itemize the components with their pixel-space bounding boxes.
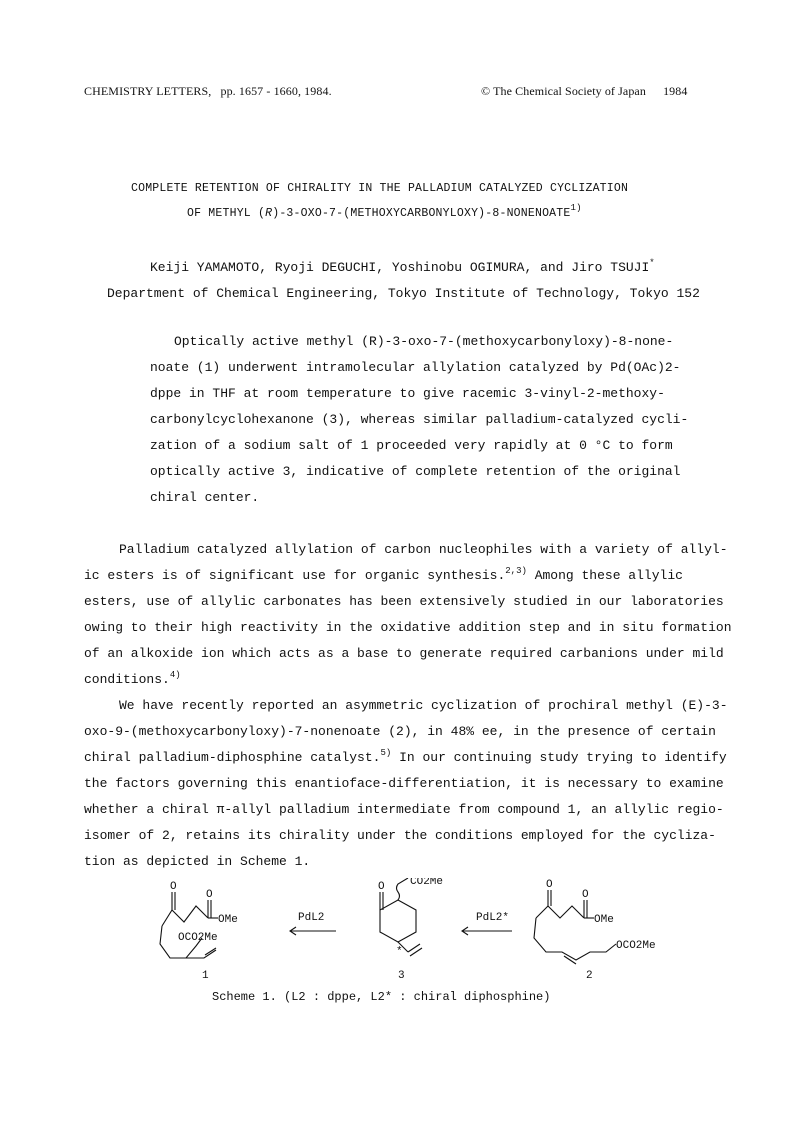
- methoxy-label: OMe: [218, 914, 238, 926]
- ester-label: CO2Me: [410, 878, 444, 888]
- oxygen-label: O: [546, 879, 553, 891]
- abstract-line: optically active 3, indicative of complete retention of the original: [150, 464, 681, 479]
- title-stereo: R: [265, 207, 273, 220]
- oxygen-label: O: [582, 889, 589, 901]
- carbonate-label: OCO2Me: [616, 940, 656, 952]
- title-part: OF METHYL (: [187, 207, 266, 220]
- compound-3-structure: [380, 878, 422, 956]
- body-line: whether a chiral π-allyl palladium intermediate from compound 1, an allylic regio-: [84, 802, 724, 817]
- author-names: Keiji YAMAMOTO, Ryoji DEGUCHI, Yoshinobu OGIMURA, and Jiro TSUJI: [150, 260, 650, 275]
- body-line: the factors governing this enantioface-differentiation, it is necessary to examine: [84, 776, 724, 791]
- body-line: We have recently reported an asymmetric cyclization of prochiral methyl (E)-3-: [119, 698, 728, 713]
- reagent-right: PdL2*: [476, 912, 510, 924]
- header-year: 1984: [663, 84, 688, 98]
- reference-mark: 4): [169, 670, 181, 680]
- oxygen-label: O: [378, 881, 385, 893]
- scheme-caption: Scheme 1. (L2 : dppe, L2* : chiral diphosphine): [212, 990, 551, 1004]
- body-line: [84, 568, 683, 583]
- body-text: Among these allylic: [526, 568, 683, 583]
- abstract-line: chiral center.: [150, 490, 260, 505]
- body-line: oxo-9-(methoxycarbonyloxy)-7-nonenoate (2), in 48% ee, in the presence of certain: [84, 724, 716, 739]
- title-line-1: COMPLETE RETENTION OF CHIRALITY IN THE PALLADIUM CATALYZED CYCLIZATION: [131, 182, 629, 195]
- title-line-2: [187, 203, 582, 220]
- body-line: of an alkoxide ion which acts as a base to generate required carbanions under mild: [84, 646, 724, 661]
- body-line: tion as depicted in Scheme 1.: [84, 854, 311, 869]
- abstract-line: noate (1) underwent intramolecular allylation catalyzed by Pd(OAc)2-: [150, 360, 681, 375]
- body-line: [84, 750, 727, 765]
- journal-pages: pp. 1657 - 1660, 1984.: [220, 84, 332, 98]
- abstract-line: Optically active methyl (R)-3-oxo-7-(methoxycarbonyloxy)-8-none-: [174, 334, 674, 349]
- affiliation: Department of Chemical Engineering, Tokyo Institute of Technology, Tokyo 152: [107, 286, 700, 301]
- reagent-left: PdL2: [298, 912, 325, 924]
- body-text: In our continuing study trying to identify: [391, 750, 727, 765]
- body-text: chiral palladium-diphosphine catalyst.: [84, 750, 381, 765]
- body-line: owing to their high reactivity in the oxidative addition step and in situ formation: [84, 620, 732, 635]
- scheme-1-diagram: [150, 878, 670, 1008]
- abstract-line: zation of a sodium salt of 1 proceeded very rapidly at 0 °C to form: [150, 438, 673, 453]
- journal-name: CHEMISTRY LETTERS,: [84, 84, 212, 98]
- author-list: [150, 260, 655, 275]
- title-footnote-ref: 1): [570, 203, 582, 213]
- abstract-line: dppe in THF at room temperature to give racemic 3-vinyl-2-methoxy-: [150, 386, 665, 401]
- compound-3-label: 3: [398, 970, 405, 982]
- title-part: )-3-OXO-7-(METHOXYCARBONYLOXY)-8-NONENOATE: [272, 207, 571, 220]
- body-text: ic esters is of significant use for organic synthesis.: [84, 568, 506, 583]
- compound-2-label: 2: [586, 970, 593, 982]
- chiral-center-mark: *: [396, 946, 403, 958]
- body-text: conditions.: [84, 672, 170, 687]
- society-name: © The Chemical Society of Japan: [481, 84, 646, 98]
- oxygen-label: O: [170, 881, 177, 893]
- compound-2-structure: [534, 890, 616, 964]
- compound-1-label: 1: [202, 970, 209, 982]
- corresponding-author-mark: *: [649, 258, 655, 268]
- body-line: esters, use of allylic carbonates has been extensively studied in our laboratories: [84, 594, 724, 609]
- reference-mark: 5): [380, 748, 392, 758]
- abstract-line: carbonylcyclohexanone (3), whereas similar palladium-catalyzed cycli-: [150, 412, 689, 427]
- society-header: [481, 84, 687, 99]
- body-line: Palladium catalyzed allylation of carbon nucleophiles with a variety of allyl-: [119, 542, 728, 557]
- compound-1-structure: [160, 892, 218, 958]
- body-line: isomer of 2, retains its chirality under the conditions employed for the cycliza-: [84, 828, 716, 843]
- methoxy-label: OMe: [594, 914, 614, 926]
- journal-header: [84, 84, 332, 99]
- carbonate-label: OCO2Me: [178, 932, 218, 944]
- oxygen-label: O: [206, 889, 213, 901]
- body-line: [84, 672, 181, 687]
- reference-mark: 2,3): [505, 566, 527, 576]
